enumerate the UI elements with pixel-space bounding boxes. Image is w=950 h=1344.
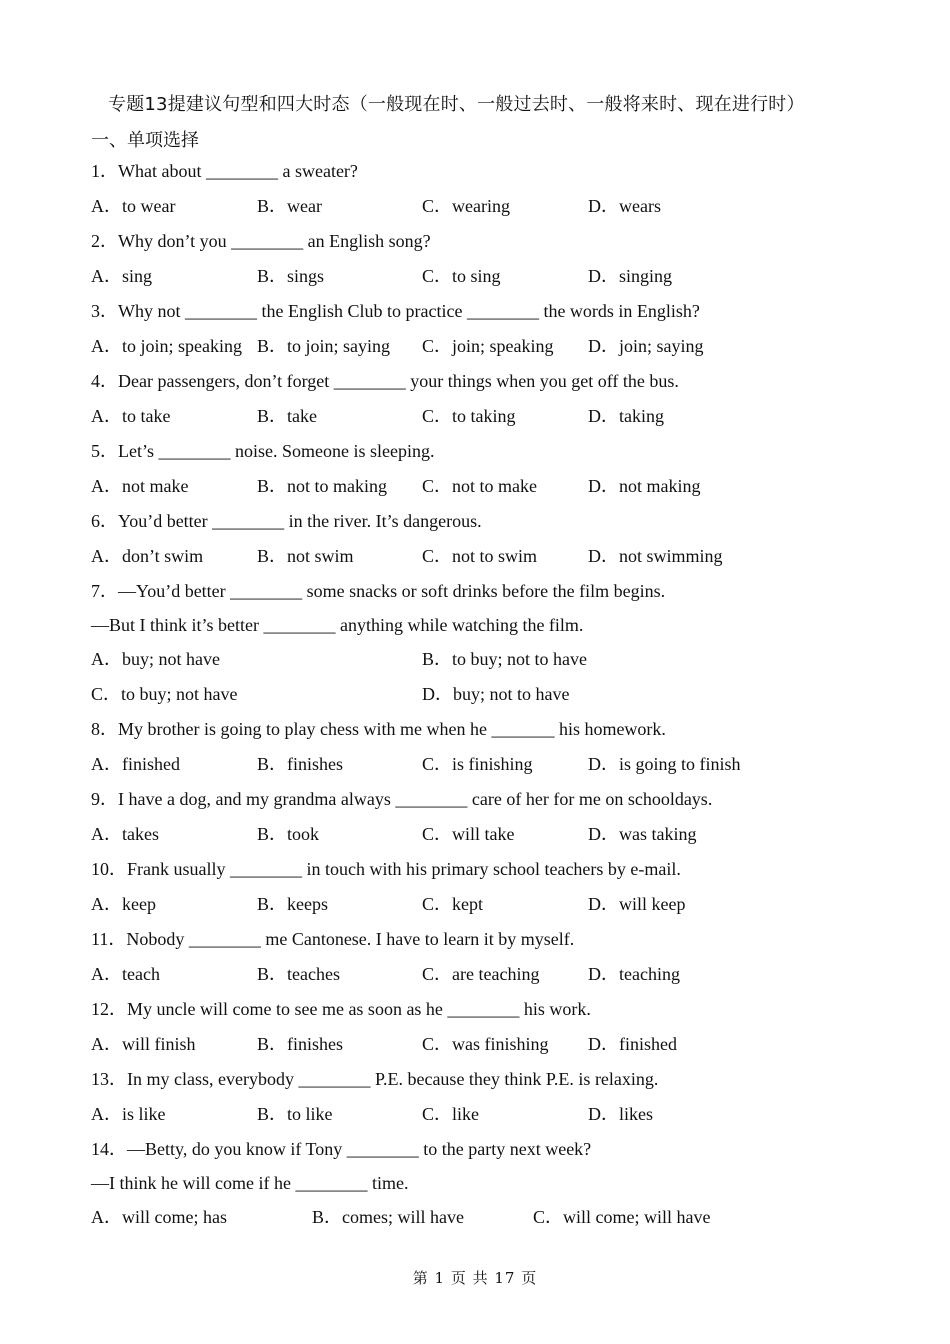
option-c: C．to taking [422,406,516,426]
option-c: C．to sing [422,266,501,286]
option-c: C．are teaching [422,964,540,984]
question-stem: 10．Frank usually ________ in touch with his primary school teachers by e-mail. [91,859,681,879]
option-a: A．takes [91,824,159,844]
option-b: B．to buy; not to have [422,649,587,669]
option-a: A．don’t swim [91,546,204,566]
option-b: B．comes; will have [312,1207,464,1227]
option-row [91,679,891,714]
option-d: D．will keep [588,894,686,914]
option-b: B．sings [257,266,325,286]
option-c: C．wearing [422,196,510,216]
question-stem: 12．My uncle will come to see me as soon as he ________ his work. [91,999,591,1019]
option-d: D．taking [588,406,664,426]
option-a: A．sing [91,266,153,286]
question-stem: 14．—Betty, do you know if Tony ________ to the party next week? [91,1139,592,1159]
option-d: D．wears [588,196,661,216]
option-b: B．finishes [257,1034,344,1054]
option-b: B．keeps [257,894,328,914]
option-row [91,261,891,296]
option-a: A．not make [91,476,189,496]
option-a: A．to take [91,406,171,426]
option-b: B．not to making [257,476,387,496]
option-d: D．was taking [588,824,697,844]
option-c: C．will come; will have [533,1207,711,1227]
option-row [91,749,891,784]
option-row [91,331,891,366]
question-stem-continued: —I think he will come if he ________ time. [91,1173,409,1193]
option-c: C．not to swim [422,546,538,566]
option-row [91,471,891,506]
option-d: D．not swimming [588,546,723,566]
question-stem: 9．I have a dog, and my grandma always ________ care of her for me on schooldays. [91,789,713,809]
option-b: B．to like [257,1104,333,1124]
question-stem: 7．—You’d better ________ some snacks or soft drinks before the film begins. [91,581,666,601]
page-title: 专题13提建议句型和四大时态（一般现在时、一般过去时、一般将来时、现在进行时） [108,94,805,115]
option-c: C．is finishing [422,754,533,774]
option-d: D．not making [588,476,701,496]
option-a: A．buy; not have [91,649,220,669]
option-a: A．will come; has [91,1207,227,1227]
question-stem-continued: —But I think it’s better ________ anything while watching the film. [91,615,584,635]
question-stem: 11．Nobody ________ me Cantonese. I have to learn it by myself. [91,929,575,949]
option-row [91,1029,891,1064]
option-d: D．finished [588,1034,677,1054]
option-c: C．will take [422,824,515,844]
option-b: B．took [257,824,320,844]
option-c: C．like [422,1104,479,1124]
option-c: C．was finishing [422,1034,549,1054]
page-footer: 第 1 页 共 17 页 [412,1269,538,1287]
option-row [91,644,891,679]
question-stem: 2．Why don’t you ________ an English song? [91,231,431,251]
question-stem: 13．In my class, everybody ________ P.E. because they think P.E. is relaxing. [91,1069,659,1089]
option-a: A．will finish [91,1034,196,1054]
option-row [91,1099,891,1134]
option-row [91,1202,891,1237]
option-d: D．join; saying [588,336,704,356]
question-stem: 5．Let’s ________ noise. Someone is sleeping. [91,441,435,461]
option-row [91,191,891,226]
option-b: B．to join; saying [257,336,391,356]
section-heading: 一、单项选择 [91,130,199,151]
question-stem: 1．What about ________ a sweater? [91,161,358,181]
option-row [91,959,891,994]
option-a: A．to wear [91,196,176,216]
option-a: A．is like [91,1104,166,1124]
option-b: B．teaches [257,964,340,984]
option-b: B．wear [257,196,322,216]
option-d: D．singing [588,266,673,286]
option-d: D．is going to finish [588,754,741,774]
option-c: C．not to make [422,476,537,496]
option-row [91,889,891,924]
option-row [91,541,891,576]
option-a: A．keep [91,894,156,914]
option-row [91,819,891,854]
option-b: B．take [257,406,317,426]
question-stem: 8．My brother is going to play chess with me when he _______ his homework. [91,719,666,739]
question-stem: 3．Why not ________ the English Club to practice ________ the words in English? [91,301,700,321]
question-stem: 4．Dear passengers, don’t forget ________ your things when you get off the bus. [91,371,679,391]
option-row [91,401,891,436]
option-c: C．to buy; not have [91,684,238,704]
option-a: A．teach [91,964,160,984]
option-c: C．kept [422,894,483,914]
option-d: D．teaching [588,964,680,984]
question-stem: 6．You’d better ________ in the river. It’s dangerous. [91,511,482,531]
option-c: C．join; speaking [422,336,554,356]
option-b: B．finishes [257,754,344,774]
option-a: A．to join; speaking [91,336,242,356]
option-b: B．not swim [257,546,354,566]
option-d: D．likes [588,1104,653,1124]
option-a: A．finished [91,754,180,774]
question-list [91,156,891,1237]
option-d: D．buy; not to have [422,684,570,704]
